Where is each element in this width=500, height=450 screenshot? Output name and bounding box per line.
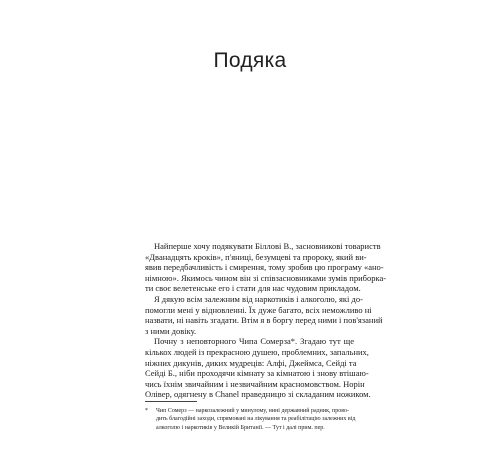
footnote-divider [145,401,197,402]
text-line: ти своє велетенське его і стати для нас чудовим прикладом. [145,283,361,294]
text-line: Я дякую всім залежним від наркотиків і алкоголю, які до- [154,293,363,304]
text-line: «Дванадцять кроків», п'яниці, безумцеві та пророку, який ви- [145,251,367,262]
text-line: німною». Якимось чином він зі співзасновниками зумів приборка- [145,272,387,283]
text-line: чись їхнім звичайним і незвичайним красномовством. Норін [145,378,365,389]
text-line: кількох людей із прекрасною душею, проблемних, запальних, [145,346,369,357]
text-line: помогли мені у відновленні. Їх дуже багато, всіх неможливо ні [145,304,372,315]
page-title: Подяка [213,49,287,72]
text-line: явив передбачливість і смирення, тому зробив цю програму «ано- [145,262,384,273]
footnote [145,407,354,432]
paragraph-3 [145,336,371,400]
text-line: назвати, ні навіть згадати. Втім я в боргу перед ними і пов'язаний [145,315,383,326]
text-line: ніжних дикунів, диких мудреців: Алфі, Джеймса, Сейді та [145,357,357,368]
footnote-mark: * [145,408,148,414]
body-text [145,241,387,400]
footnote-text [156,407,354,432]
footnote-line: алкоголю і наркотиків у Великій Британії. — Тут і далі прим. пер. [156,424,325,431]
paragraph-2 [145,293,383,336]
text-line: Олівер, одягнену в Chanel праведницю зі складаним ножиком. [145,389,371,400]
footnote-line: дить благодійні заходи, спрямовані на лікування та реабілітацію залежних від [156,416,356,423]
text-line: Найперше хочу подякувати Біллові В., засновникові товариств [154,241,381,251]
paragraph-1 [145,241,387,294]
text-line: Почну з неповторного Чипа Сомерза*. Згадаю тут ще [154,336,354,347]
text-line: Сейді Б., ніби проходячи кімнату за кімнатою і знову втішаю- [145,368,369,379]
footnote-line: Чип Сомерз — наркозалежний у минулому, нині державний радник, прово- [156,408,349,414]
text-line: з ними довіку. [145,325,197,336]
